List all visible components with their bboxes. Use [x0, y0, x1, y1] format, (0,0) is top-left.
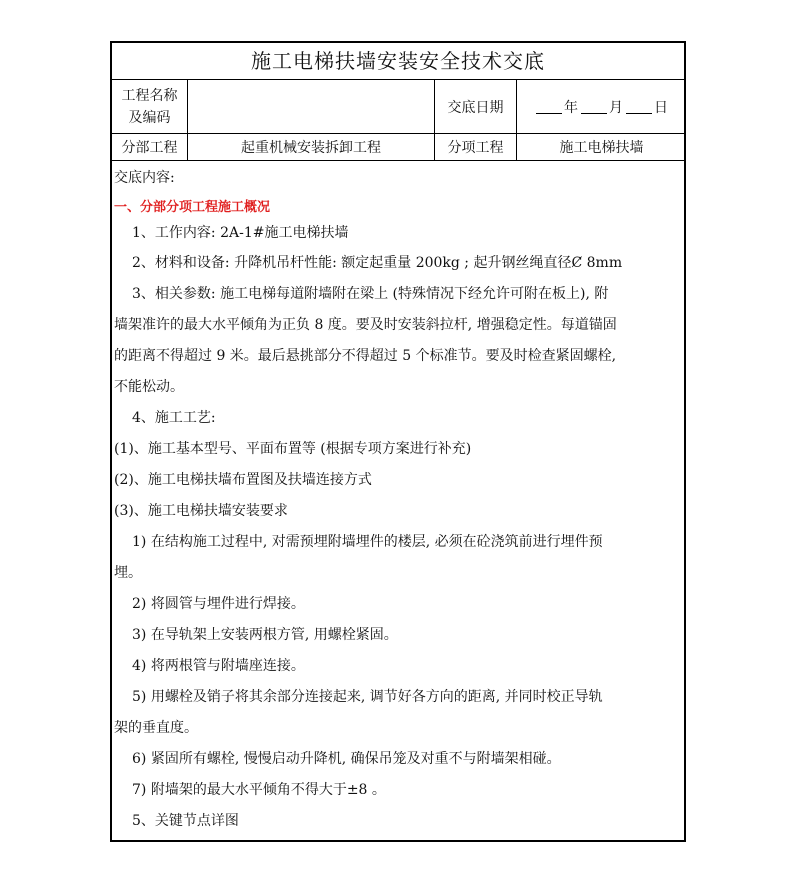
- content-line: 4、施工工艺:: [132, 410, 216, 426]
- subitem-value: 施工电梯扶墙: [559, 140, 644, 156]
- subitem-label: 分项工程: [435, 134, 517, 160]
- project-name-label: [112, 80, 188, 133]
- content-line: 架的垂直度。: [114, 720, 198, 736]
- content-line: (2)、施工电梯扶墙布置图及扶墙连接方式: [114, 472, 372, 488]
- content-line: 埋。: [114, 565, 142, 581]
- content-line: 的距离不得超过 9 米。最后悬挑部分不得超过 5 个标准节。要及时检查紧固螺栓,: [114, 348, 617, 364]
- content-line: 2、材料和设备: 升降机吊杆性能: 额定起重量 200kg ; 起升钢丝绳直径Ȼ 8mm: [132, 255, 623, 271]
- project-name-label-line1: 工程名称: [121, 87, 178, 104]
- content-line: 6) 紧固所有螺栓, 慢慢启动升降机, 确保吊笼及对重不与附墙架相碰。: [132, 751, 561, 767]
- project-name-value[interactable]: [188, 80, 435, 133]
- section-heading: 一、分部分项工程施工概况: [114, 200, 271, 215]
- month-unit: 月: [609, 99, 624, 116]
- disclosure-form: [110, 41, 686, 842]
- year-unit: 年: [564, 99, 579, 116]
- project-name-label-line2: 及编码: [128, 109, 171, 126]
- content-line: 5、关键节点详图: [132, 813, 239, 829]
- year-blank: [536, 99, 562, 114]
- date-label: 交底日期: [435, 80, 517, 133]
- date-value[interactable]: [517, 80, 686, 133]
- content-line: 7) 附墙架的最大水平倾角不得大于±8 。: [132, 782, 386, 798]
- content-line: 5) 用螺栓及销子将其余部分连接起来, 调节好各方向的距离, 并同时校正导轨: [132, 689, 603, 705]
- form-title: 施工电梯扶墙安装安全技术交底: [112, 43, 684, 80]
- division-label: 分部工程: [112, 134, 188, 160]
- content-line: 3、相关参数: 施工电梯每道附墙附在梁上 (特殊情况下经允许可附在板上), 附: [132, 286, 609, 302]
- content-line: 墙架准许的最大水平倾角为正负 8 度。要及时安装斜拉杆, 增强稳定性。每道锚固: [114, 317, 617, 333]
- content-line: (1)、施工基本型号、平面布置等 (根据专项方案进行补充): [114, 441, 472, 457]
- division-value: 起重机械安装拆卸工程: [188, 134, 435, 160]
- day-blank: [626, 99, 652, 114]
- content-line: 不能松动。: [114, 379, 184, 395]
- content-line: 4) 将两根管与附墙座连接。: [132, 658, 305, 674]
- content-line: 1、工作内容: 2A-1#施工电梯扶墙: [132, 225, 349, 241]
- header-row-project: [112, 80, 684, 134]
- content-line: 3) 在导轨架上安装两根方管, 用螺栓紧固。: [132, 627, 398, 643]
- month-blank: [581, 99, 607, 114]
- day-unit: 日: [654, 99, 669, 116]
- header-row-division: [112, 134, 684, 161]
- content-line: 2) 将圆管与埋件进行焊接。: [132, 596, 305, 612]
- content-intro: 交底内容:: [114, 170, 175, 186]
- content-line: (3)、施工电梯扶墙安装要求: [114, 503, 288, 519]
- content-line: 1) 在结构施工过程中, 对需预埋附墙埋件的楼层, 必须在砼浇筑前进行埋件预: [132, 534, 603, 550]
